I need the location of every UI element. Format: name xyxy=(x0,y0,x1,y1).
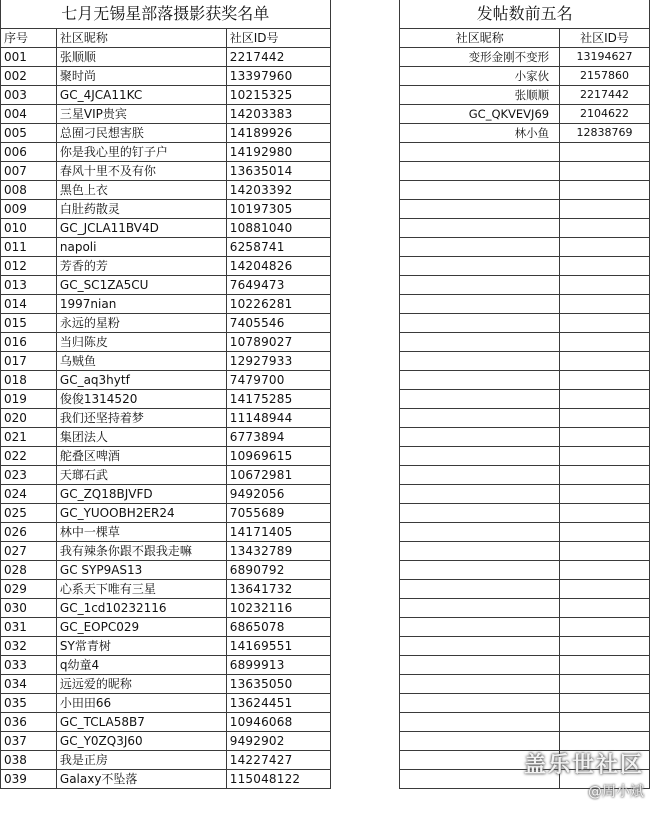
table-row xyxy=(1,256,650,275)
gap-cell xyxy=(330,750,400,769)
nickname-cell: 天瑯石武 xyxy=(56,465,226,484)
seq-cell: 030 xyxy=(1,598,57,617)
gap-cell xyxy=(330,674,400,693)
top-poster-name-cell xyxy=(400,313,560,332)
nickname-cell: 三星VIP贵宾 xyxy=(56,104,226,123)
seq-cell: 012 xyxy=(1,256,57,275)
gap-cell xyxy=(330,655,400,674)
top-poster-id-cell xyxy=(560,142,650,161)
id-cell: 10789027 xyxy=(226,332,330,351)
table-row xyxy=(1,313,650,332)
seq-cell: 011 xyxy=(1,237,57,256)
seq-cell: 009 xyxy=(1,199,57,218)
id-cell: 14192980 xyxy=(226,142,330,161)
watermark-logo: 盖乐世社区 xyxy=(523,753,644,778)
id-cell: 10232116 xyxy=(226,598,330,617)
top-poster-id-cell xyxy=(560,370,650,389)
seq-cell: 003 xyxy=(1,85,57,104)
table-row xyxy=(1,85,650,104)
top-poster-name-cell xyxy=(400,180,560,199)
table-row xyxy=(1,465,650,484)
top-poster-id-cell xyxy=(560,503,650,522)
top-poster-name-cell xyxy=(400,750,560,769)
table-body xyxy=(1,0,650,788)
table-row xyxy=(1,370,650,389)
top-poster-name-cell xyxy=(400,484,560,503)
nickname-cell: 永远的星粉 xyxy=(56,313,226,332)
table-row xyxy=(1,218,650,237)
header-row xyxy=(1,28,650,47)
top-poster-name-cell: 林小鱼 xyxy=(400,123,560,142)
gap-cell xyxy=(330,294,400,313)
table-row xyxy=(1,579,650,598)
top-poster-id-cell xyxy=(560,180,650,199)
id-cell: 10197305 xyxy=(226,199,330,218)
top-poster-name-cell: 变形金刚不变形 xyxy=(400,47,560,66)
top-poster-name-cell xyxy=(400,408,560,427)
table-row xyxy=(1,750,650,769)
id-cell: 14203383 xyxy=(226,104,330,123)
nickname-cell: GC_YUOOBH2ER24 xyxy=(56,503,226,522)
top-poster-name-cell: GC_QKVEVJ69 xyxy=(400,104,560,123)
gap-cell xyxy=(330,522,400,541)
table-row xyxy=(1,47,650,66)
gap-cell xyxy=(330,28,400,47)
table-row xyxy=(1,142,650,161)
nickname-cell: GC_aq3hytf xyxy=(56,370,226,389)
right-title: 发帖数前五名 xyxy=(400,0,650,28)
seq-cell: 019 xyxy=(1,389,57,408)
gap-cell xyxy=(330,199,400,218)
table-row xyxy=(1,237,650,256)
top-poster-id-cell xyxy=(560,161,650,180)
gap-cell xyxy=(330,579,400,598)
id-cell: 6865078 xyxy=(226,617,330,636)
top-poster-name-cell xyxy=(400,237,560,256)
gap-cell xyxy=(330,218,400,237)
top-poster-id-cell xyxy=(560,522,650,541)
top-poster-name-cell xyxy=(400,351,560,370)
top-poster-name-cell: 小家伙 xyxy=(400,66,560,85)
top-poster-name-cell xyxy=(400,636,560,655)
seq-cell: 021 xyxy=(1,427,57,446)
gap-cell xyxy=(330,389,400,408)
id-cell: 14203392 xyxy=(226,180,330,199)
seq-cell: 013 xyxy=(1,275,57,294)
id-cell: 13397960 xyxy=(226,66,330,85)
top-poster-id-cell xyxy=(560,712,650,731)
nickname-cell: GC_Y0ZQ3J60 xyxy=(56,731,226,750)
seq-cell: 026 xyxy=(1,522,57,541)
top-poster-id-cell xyxy=(560,769,650,788)
nickname-cell: 俊俊1314520 xyxy=(56,389,226,408)
id-cell: 14171405 xyxy=(226,522,330,541)
seq-cell: 004 xyxy=(1,104,57,123)
top-poster-name-cell xyxy=(400,769,560,788)
id-cell: 14169551 xyxy=(226,636,330,655)
id-cell: 10946068 xyxy=(226,712,330,731)
nickname-cell: 我是正房 xyxy=(56,750,226,769)
seq-cell: 018 xyxy=(1,370,57,389)
id-cell: 10969615 xyxy=(226,446,330,465)
table-row xyxy=(1,674,650,693)
gap-cell xyxy=(330,712,400,731)
nickname-cell: 集团法人 xyxy=(56,427,226,446)
gap-cell xyxy=(330,731,400,750)
id-cell: 2217442 xyxy=(226,47,330,66)
nickname-cell: GC_SC1ZA5CU xyxy=(56,275,226,294)
top-poster-name-cell xyxy=(400,674,560,693)
gap-cell xyxy=(330,636,400,655)
top-poster-name-cell xyxy=(400,598,560,617)
table-row xyxy=(1,769,650,788)
id-cell: 14227427 xyxy=(226,750,330,769)
nickname-cell: 我们还坚持着梦 xyxy=(56,408,226,427)
top-poster-id-cell xyxy=(560,598,650,617)
id-cell: 10226281 xyxy=(226,294,330,313)
gap-cell xyxy=(330,408,400,427)
table-row xyxy=(1,389,650,408)
table-row xyxy=(1,408,650,427)
table-row xyxy=(1,199,650,218)
table-row xyxy=(1,351,650,370)
nickname-cell: 舵叠区啤酒 xyxy=(56,446,226,465)
nickname-cell: 白肚药散灵 xyxy=(56,199,226,218)
id-cell: 9492056 xyxy=(226,484,330,503)
top-poster-name-cell xyxy=(400,693,560,712)
gap-cell xyxy=(330,370,400,389)
top-poster-name-cell xyxy=(400,161,560,180)
seq-cell: 020 xyxy=(1,408,57,427)
seq-cell: 001 xyxy=(1,47,57,66)
top-poster-id-cell: 2157860 xyxy=(560,66,650,85)
top-poster-id-cell xyxy=(560,294,650,313)
seq-cell: 014 xyxy=(1,294,57,313)
seq-cell: 008 xyxy=(1,180,57,199)
id-cell: 13641732 xyxy=(226,579,330,598)
top-poster-name-cell xyxy=(400,522,560,541)
table-row xyxy=(1,655,650,674)
gap-cell xyxy=(330,446,400,465)
top-poster-id-cell xyxy=(560,351,650,370)
top-poster-name-cell xyxy=(400,142,560,161)
id-cell: 6890792 xyxy=(226,560,330,579)
top-poster-name-cell: 张顺顺 xyxy=(400,85,560,104)
seq-cell: 034 xyxy=(1,674,57,693)
gap-cell xyxy=(330,427,400,446)
seq-cell: 024 xyxy=(1,484,57,503)
id-cell: 13624451 xyxy=(226,693,330,712)
seq-cell: 038 xyxy=(1,750,57,769)
top-poster-name-cell xyxy=(400,560,560,579)
gap-cell xyxy=(330,560,400,579)
gap-cell xyxy=(330,85,400,104)
nickname-cell: SY常青树 xyxy=(56,636,226,655)
nickname-cell: GC_JCLA11BV4D xyxy=(56,218,226,237)
id-cell: 10881040 xyxy=(226,218,330,237)
nickname-cell: 张顺顺 xyxy=(56,47,226,66)
seq-cell: 037 xyxy=(1,731,57,750)
seq-cell: 028 xyxy=(1,560,57,579)
top-poster-id-cell xyxy=(560,750,650,769)
top-poster-id-cell xyxy=(560,579,650,598)
top-poster-id-cell xyxy=(560,199,650,218)
top-poster-name-cell xyxy=(400,446,560,465)
table-row xyxy=(1,446,650,465)
top-poster-name-cell xyxy=(400,731,560,750)
table-row xyxy=(1,294,650,313)
top-poster-id-cell xyxy=(560,446,650,465)
gap-cell xyxy=(330,351,400,370)
gap-cell xyxy=(330,66,400,85)
top-poster-name-cell xyxy=(400,370,560,389)
top-poster-id-cell xyxy=(560,275,650,294)
nickname-cell: 聚时尚 xyxy=(56,66,226,85)
top-poster-id-cell xyxy=(560,427,650,446)
id-cell: 6773894 xyxy=(226,427,330,446)
id-cell: 14175285 xyxy=(226,389,330,408)
top-poster-name-cell xyxy=(400,712,560,731)
top-poster-id-cell xyxy=(560,560,650,579)
seq-cell: 017 xyxy=(1,351,57,370)
nickname-cell: 你是我心里的钉子户 xyxy=(56,142,226,161)
id-cell: 13635050 xyxy=(226,674,330,693)
id-cell: 6899913 xyxy=(226,655,330,674)
seq-cell: 023 xyxy=(1,465,57,484)
seq-cell: 029 xyxy=(1,579,57,598)
top-poster-name-cell xyxy=(400,655,560,674)
top-poster-id-cell xyxy=(560,408,650,427)
left-title: 七月无锡星部落摄影获奖名单 xyxy=(1,0,331,28)
seq-cell: 035 xyxy=(1,693,57,712)
seq-cell: 015 xyxy=(1,313,57,332)
top-poster-id-cell xyxy=(560,674,650,693)
table-row xyxy=(1,560,650,579)
header-id: 社区ID号 xyxy=(226,28,330,47)
table-row xyxy=(1,617,650,636)
gap-cell xyxy=(330,142,400,161)
top-poster-name-cell xyxy=(400,465,560,484)
top-poster-name-cell xyxy=(400,199,560,218)
nickname-cell: GC_TCLA58B7 xyxy=(56,712,226,731)
gap-cell xyxy=(330,256,400,275)
nickname-cell: 小田田66 xyxy=(56,693,226,712)
top-poster-name-cell xyxy=(400,218,560,237)
nickname-cell: 我有辣条你跟不跟我走嘛 xyxy=(56,541,226,560)
gap-cell xyxy=(330,465,400,484)
gap-cell xyxy=(330,332,400,351)
nickname-cell: 春风十里不及有你 xyxy=(56,161,226,180)
gap-cell xyxy=(330,275,400,294)
nickname-cell: GC_ZQ18BJVFD xyxy=(56,484,226,503)
gap-cell xyxy=(330,0,400,28)
top-poster-name-cell xyxy=(400,503,560,522)
top-poster-name-cell xyxy=(400,256,560,275)
top-poster-name-cell xyxy=(400,332,560,351)
gap-cell xyxy=(330,180,400,199)
seq-cell: 036 xyxy=(1,712,57,731)
id-cell: 7649473 xyxy=(226,275,330,294)
gap-cell xyxy=(330,617,400,636)
seq-cell: 010 xyxy=(1,218,57,237)
header-right-id: 社区ID号 xyxy=(560,28,650,47)
nickname-cell: GC SYP9AS13 xyxy=(56,560,226,579)
table-row xyxy=(1,636,650,655)
nickname-cell: 远远爱的昵称 xyxy=(56,674,226,693)
top-poster-id-cell xyxy=(560,541,650,560)
seq-cell: 006 xyxy=(1,142,57,161)
table-row xyxy=(1,180,650,199)
id-cell: 13432789 xyxy=(226,541,330,560)
watermark-user: @周小斌 xyxy=(588,784,644,800)
nickname-cell: 林中一棵草 xyxy=(56,522,226,541)
top-poster-name-cell xyxy=(400,541,560,560)
header-seq: 序号 xyxy=(1,28,57,47)
top-poster-id-cell: 12838769 xyxy=(560,123,650,142)
nickname-cell: napoli xyxy=(56,237,226,256)
gap-cell xyxy=(330,693,400,712)
top-poster-id-cell xyxy=(560,617,650,636)
table-row xyxy=(1,104,650,123)
nickname-cell: GC_4JCA11KC xyxy=(56,85,226,104)
id-cell: 14189926 xyxy=(226,123,330,142)
top-poster-id-cell xyxy=(560,218,650,237)
gap-cell xyxy=(330,123,400,142)
top-poster-id-cell xyxy=(560,389,650,408)
table-row xyxy=(1,503,650,522)
table-row xyxy=(1,712,650,731)
table-row xyxy=(1,541,650,560)
table-row xyxy=(1,332,650,351)
top-poster-id-cell xyxy=(560,237,650,256)
top-poster-id-cell xyxy=(560,332,650,351)
seq-cell: 032 xyxy=(1,636,57,655)
nickname-cell: 总囿刁民想害朕 xyxy=(56,123,226,142)
top-poster-id-cell xyxy=(560,731,650,750)
id-cell: 7479700 xyxy=(226,370,330,389)
id-cell: 14204826 xyxy=(226,256,330,275)
nickname-cell: 乌贼鱼 xyxy=(56,351,226,370)
gap-cell xyxy=(330,161,400,180)
header-right-nickname: 社区昵称 xyxy=(400,28,560,47)
top-poster-id-cell xyxy=(560,313,650,332)
nickname-cell: Galaxy不坠落 xyxy=(56,769,226,788)
id-cell: 11148944 xyxy=(226,408,330,427)
gap-cell xyxy=(330,104,400,123)
top-poster-id-cell xyxy=(560,256,650,275)
seq-cell: 005 xyxy=(1,123,57,142)
id-cell: 7055689 xyxy=(226,503,330,522)
top-poster-id-cell: 13194627 xyxy=(560,47,650,66)
top-poster-name-cell xyxy=(400,294,560,313)
gap-cell xyxy=(330,541,400,560)
id-cell: 12927933 xyxy=(226,351,330,370)
table-row xyxy=(1,66,650,85)
seq-cell: 039 xyxy=(1,769,57,788)
nickname-cell: GC_EOPC029 xyxy=(56,617,226,636)
id-cell: 13635014 xyxy=(226,161,330,180)
top-poster-id-cell: 2217442 xyxy=(560,85,650,104)
gap-cell xyxy=(330,598,400,617)
gap-cell xyxy=(330,484,400,503)
table-row xyxy=(1,693,650,712)
table-row xyxy=(1,598,650,617)
id-cell: 9492902 xyxy=(226,731,330,750)
gap-cell xyxy=(330,769,400,788)
gap-cell xyxy=(330,47,400,66)
table-row xyxy=(1,161,650,180)
top-poster-id-cell xyxy=(560,693,650,712)
nickname-cell: q幼童4 xyxy=(56,655,226,674)
seq-cell: 025 xyxy=(1,503,57,522)
seq-cell: 007 xyxy=(1,161,57,180)
id-cell: 6258741 xyxy=(226,237,330,256)
seq-cell: 027 xyxy=(1,541,57,560)
seq-cell: 002 xyxy=(1,66,57,85)
nickname-cell: 1997nian xyxy=(56,294,226,313)
title-row xyxy=(1,0,650,28)
id-cell: 7405546 xyxy=(226,313,330,332)
nickname-cell: 黑色上衣 xyxy=(56,180,226,199)
seq-cell: 016 xyxy=(1,332,57,351)
table-row xyxy=(1,522,650,541)
nickname-cell: GC_1cd10232116 xyxy=(56,598,226,617)
table-row xyxy=(1,484,650,503)
table-row xyxy=(1,731,650,750)
gap-cell xyxy=(330,237,400,256)
id-cell: 115048122 xyxy=(226,769,330,788)
id-cell: 10672981 xyxy=(226,465,330,484)
top-poster-name-cell xyxy=(400,617,560,636)
seq-cell: 031 xyxy=(1,617,57,636)
header-nickname: 社区昵称 xyxy=(56,28,226,47)
gap-cell xyxy=(330,503,400,522)
top-poster-name-cell xyxy=(400,389,560,408)
nickname-cell: 当归陈皮 xyxy=(56,332,226,351)
top-poster-id-cell xyxy=(560,484,650,503)
table-row xyxy=(1,275,650,294)
table-row xyxy=(1,427,650,446)
nickname-cell: 心系天下唯有三星 xyxy=(56,579,226,598)
top-poster-id-cell: 2104622 xyxy=(560,104,650,123)
top-poster-id-cell xyxy=(560,636,650,655)
top-poster-id-cell xyxy=(560,655,650,674)
top-poster-name-cell xyxy=(400,427,560,446)
top-poster-id-cell xyxy=(560,465,650,484)
id-cell: 10215325 xyxy=(226,85,330,104)
nickname-cell: 芳香的芳 xyxy=(56,256,226,275)
seq-cell: 033 xyxy=(1,655,57,674)
table-row xyxy=(1,123,650,142)
top-poster-name-cell xyxy=(400,579,560,598)
gap-cell xyxy=(330,313,400,332)
top-poster-name-cell xyxy=(400,275,560,294)
seq-cell: 022 xyxy=(1,446,57,465)
